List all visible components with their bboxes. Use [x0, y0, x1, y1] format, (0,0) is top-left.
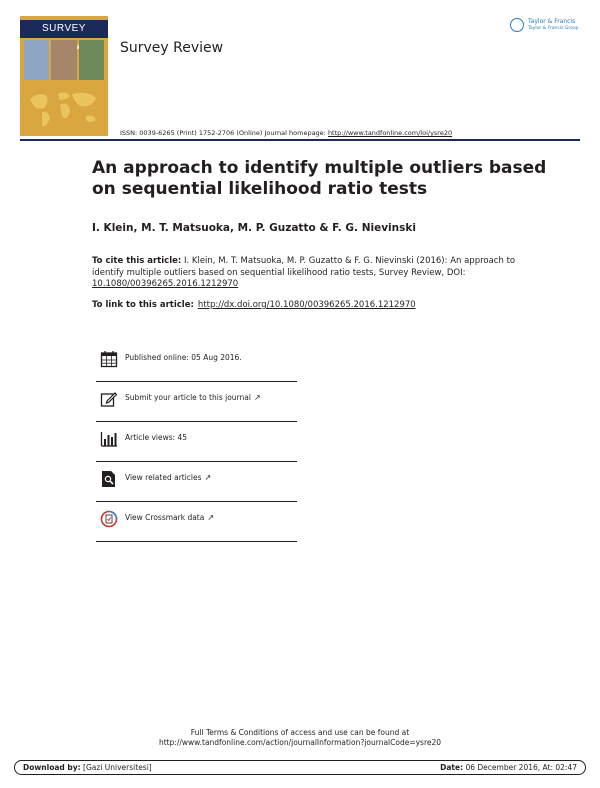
external-link-icon: ↗: [204, 473, 212, 482]
download-by-value: [Gazi Universitesi]: [80, 763, 152, 772]
article-doi-link[interactable]: http://dx.doi.org/10.1080/00396265.2016.1212970: [197, 300, 416, 310]
info-row-related[interactable]: [96, 462, 297, 502]
edit-icon: [100, 390, 118, 408]
article-title: An approach to identify multiple outliers based on sequential likelihood ratio tests: [92, 158, 547, 199]
publisher-logo-icon: [510, 18, 524, 32]
info-row-submit[interactable]: [96, 382, 297, 422]
download-date-value: 06 December 2016, At: 02:47: [463, 763, 577, 772]
calendar-icon: [100, 350, 118, 368]
external-link-icon: ↗: [253, 393, 261, 402]
publisher-logo: [510, 16, 582, 36]
cover-photos: [24, 40, 104, 80]
crossmark-link[interactable]: View Crossmark data: [125, 513, 205, 522]
submit-article-link[interactable]: Submit your article to this journal: [125, 393, 251, 402]
search-document-icon: [100, 470, 118, 488]
related-articles-link[interactable]: View related articles: [125, 473, 202, 482]
external-link-icon: ↗: [207, 513, 215, 522]
terms-url-link[interactable]: http://www.tandfonline.com/action/journalInformation?journalCode=ysre20: [158, 738, 442, 747]
article-info-list: [96, 342, 297, 542]
publisher-logo-line1: Taylor & Francis: [528, 18, 576, 25]
terms-footer: [0, 728, 600, 748]
world-map-icon: [26, 86, 102, 132]
info-row-crossmark[interactable]: [96, 502, 297, 542]
download-date-label: Date:: [440, 763, 464, 772]
bar-chart-icon: [100, 430, 118, 448]
citation-text: I. Klein, M. T. Matsuoka, M. P. Guzatto & F. G. Nievinski (2016): An approach to identify multiple outliers based on sequential likelihood ratio tests, Survey Review, DOI:: [92, 256, 516, 278]
issn-line: [120, 129, 452, 137]
journal-homepage-link[interactable]: http://www.tandfonline.com/loi/ysre20: [327, 129, 453, 137]
article-authors: I. Klein, M. T. Matsuoka, M. P. Guzatto & F. G. Nievinski: [92, 222, 416, 234]
article-views-text: Article views: 45: [125, 433, 188, 442]
info-row-views: [96, 422, 297, 462]
cover-title: SURVEY: [20, 20, 108, 38]
terms-line1: Full Terms & Conditions of access and use can be found at: [190, 728, 410, 737]
citation-label: To cite this article:: [92, 256, 182, 266]
publisher-logo-line2: Taylor & Francis Group: [528, 26, 579, 31]
header-divider: [20, 139, 580, 141]
link-label: To link to this article:: [92, 300, 194, 310]
download-by-label: Download by:: [23, 763, 81, 772]
journal-cover-image: [20, 16, 108, 136]
journal-name: Survey Review: [120, 40, 224, 56]
citation-block: [92, 256, 522, 291]
download-info-bar: [14, 760, 586, 775]
article-link-block: [92, 300, 416, 310]
citation-doi-link[interactable]: 10.1080/00396265.2016.1212970: [92, 279, 239, 289]
issn-text: ISSN: 0039-6265 (Print) 1752-2706 (Online) Journal homepage:: [120, 129, 328, 137]
published-date-text: Published online: 05 Aug 2016.: [125, 353, 242, 362]
crossmark-icon: [100, 510, 118, 528]
info-row-published: [96, 342, 297, 382]
